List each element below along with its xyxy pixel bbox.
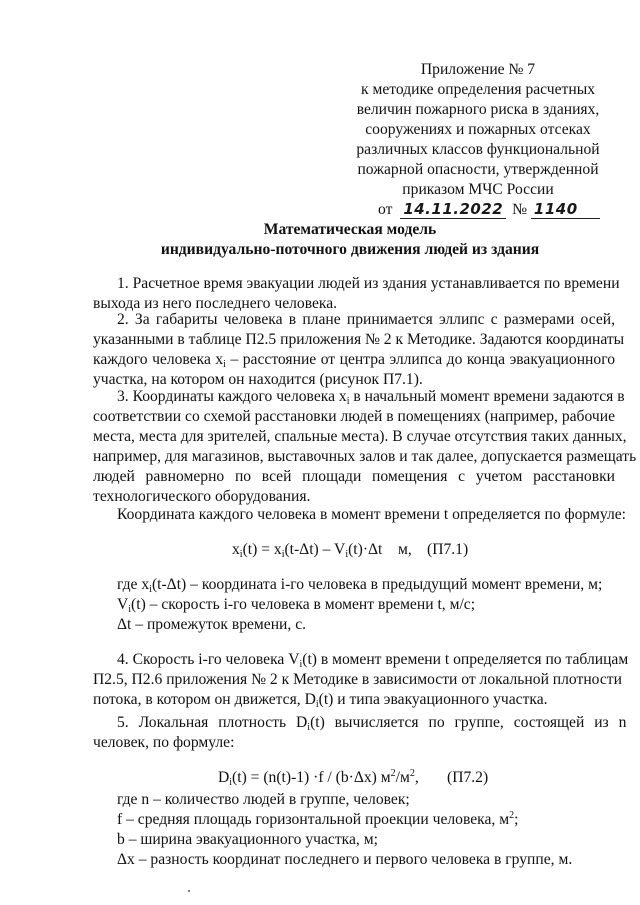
header-line: к методике определения расчетных <box>360 81 595 98</box>
paragraph-3-line: Координата каждого человека в момент времени t определяется по формуле: <box>117 506 627 523</box>
paragraph-2-line: участка, на котором он находится (рисунок П7.1). <box>93 371 423 388</box>
paragraph-3-line: 3. Координаты каждого человека $x_i$ в начальный момент времени задаются в <box>117 388 625 407</box>
where-line: $V_i(t)$ – скорость i-го человека в момент времени t, м/с; <box>117 596 476 615</box>
paragraph-2-line: 2. За габариты человека в плане принимается эллипс с размерами осей, <box>117 311 615 328</box>
scan-speck <box>188 890 190 892</box>
where-line: где n – количество людей в группе, человек; <box>117 791 410 808</box>
where-line: f – средняя площадь горизонтальной проекции человека, $м^2$; <box>117 810 519 828</box>
paragraph-5-line: 5. Локальная плотность $D_i(t)$ вычисляется по группе, состоящей из n <box>117 714 627 733</box>
where-line: b – ширина эвакуационного участка, м; <box>117 831 378 848</box>
header-line: различных классов функциональной <box>356 141 600 158</box>
formula-p7-1: $x_i(t) = x_i(t-\Delta t) - V_i(t)\cdot\Delta t$ м, <box>232 541 412 560</box>
document-title: Математическая модель <box>263 221 437 238</box>
paragraph-3-line: технологического оборудования. <box>93 488 311 505</box>
paragraph-3-line: людей равномерно по всей площади помещения с учетом расстановки <box>93 468 615 485</box>
header-line: пожарной опасности, утвержденной <box>357 161 599 178</box>
header-line: величин пожарного риска в зданиях, <box>356 101 600 118</box>
paragraph-2-line: указанными в таблице П2.5 приложения № 2 к Методике. Задаются координаты <box>93 331 625 348</box>
where-line: где $x_i(t-\Delta t)$ – координата i-го человека в предыдущий момент времени, м; <box>117 576 603 595</box>
paragraph-3-line: соответствии со схемой расстановки людей в помещениях (например, рабочие <box>93 408 615 425</box>
header-line: приказом МЧС России <box>402 181 554 198</box>
paragraph-2-line: каждого человека $x_i$ – расстояние от центра эллипса до конца эвакуационного <box>93 351 615 370</box>
handwritten-number: 1140 <box>531 200 600 219</box>
where-line: Δx – разность координат последнего и первого человека в группе, м. <box>117 851 573 868</box>
paragraph-3-line: места, места для зрителей, спальные места). В случае отсутствия таких данных, <box>93 428 627 445</box>
document-subtitle: индивидуально-поточного движения людей из здания <box>160 241 540 258</box>
paragraph-4-line: 4. Скорость i-го человека $V_i(t)$ в момент времени t определяется по таблицам <box>117 651 629 670</box>
order-date-number: от 14.11.2022 № 1140 <box>378 199 600 220</box>
paragraph-4-line: П2.5, П2.6 приложения № 2 к Методике в зависимости от локальной плотности <box>93 671 622 688</box>
header-line: сооружениях и пожарных отсеках <box>365 121 591 138</box>
formula-p7-1-label: (П7.1) <box>427 541 469 558</box>
paragraph-4-line: потока, в котором он движется, $D_i(t)$ и типа эвакуационного участка. <box>93 691 548 710</box>
formula-p7-2: $D_i(t) = (n(t)-1) \cdot f / (b\cdot\Delta x)$ $м^2/м^2$, <box>218 768 419 788</box>
paragraph-1-line: выхода из него последнего человека. <box>93 295 338 312</box>
paragraph-5-line: человек, по формуле: <box>93 734 235 751</box>
handwritten-date: 14.11.2022 <box>400 200 506 219</box>
formula-p7-2-label: (П7.2) <box>447 769 489 786</box>
appendix-number: Приложение № 7 <box>420 61 536 78</box>
paragraph-3-line: например, для магазинов, выставочных залов и так далее, допускается размещать <box>93 448 637 465</box>
paragraph-1-line: 1. Расчетное время эвакуации людей из здания устанавливается по времени <box>117 275 620 292</box>
where-line: Δt – промежуток времени, с. <box>117 616 307 633</box>
